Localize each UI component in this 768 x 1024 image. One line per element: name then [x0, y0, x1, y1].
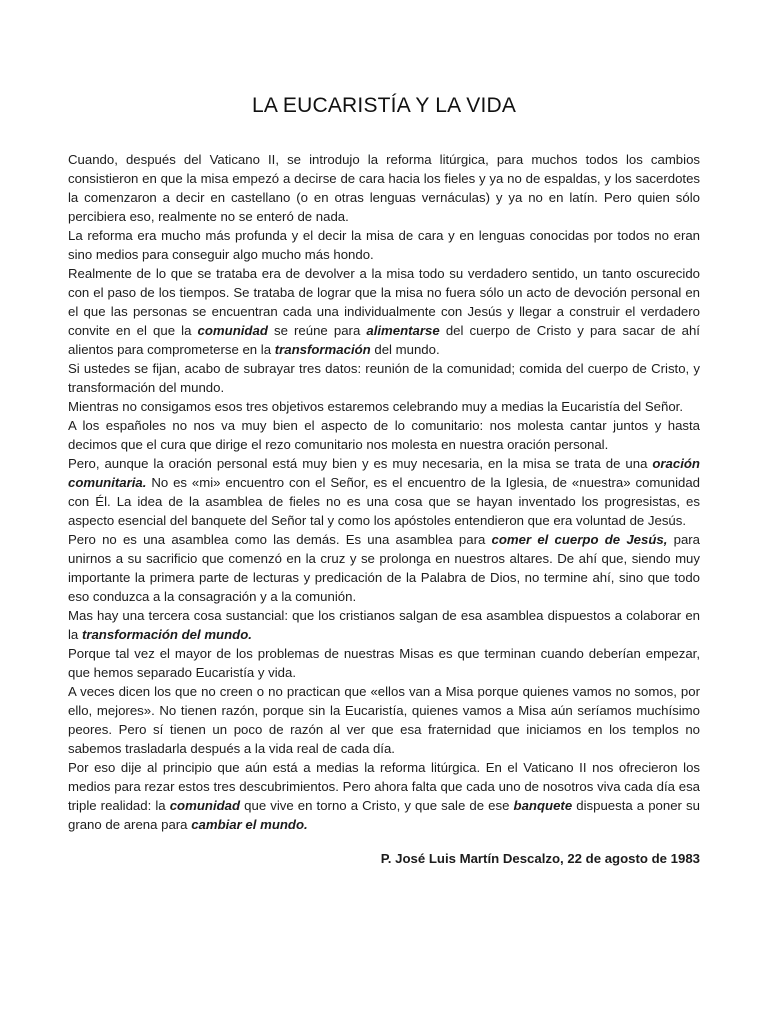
paragraph [68, 758, 700, 834]
paragraph-text: del mundo. [370, 342, 440, 357]
paragraph [68, 264, 700, 359]
paragraph-text: Pero, aunque la oración personal está muy bien y es muy necesaria, en la misa se trata de una [68, 456, 653, 471]
emphasized-text: transformación [274, 342, 371, 357]
emphasized-text: oración comunitaria. [68, 456, 700, 490]
paragraph [68, 150, 700, 226]
paragraph [68, 359, 700, 397]
author-signature: P. José Luis Martín Descalzo, 22 de agosto de 1983 [380, 851, 700, 866]
paragraph-text: Mas hay una tercera cosa sustancial: que los cristianos salgan de esa asamblea dispuestos a colaborar en la [68, 608, 700, 642]
emphasized-text: comunidad [169, 798, 241, 813]
paragraph [68, 226, 700, 264]
paragraph-text: Por eso dije al principio que aún está a medias la reforma litúrgica. En el Vaticano II nos ofrecieron los medios para rezar estos tres descubrimientos. Pero ahora falta que cada uno de nosotros viva cada día esa triple realidad: la [68, 760, 700, 813]
paragraph-text: Porque tal vez el mayor de los problemas de nuestras Misas es que terminan cuando deberían empezar, que hemos separado Eucaristía y vida. [68, 646, 700, 680]
paragraph [68, 682, 700, 758]
paragraph [68, 606, 700, 644]
paragraph-text: del cuerpo de Cristo y para sacar de ahí alientos para comprometerse en la [68, 323, 700, 357]
paragraph-text: La reforma era mucho más profunda y el decir la misa de cara y en lenguas conocidas por todos no eran sino medios para conseguir algo mucho más hondo. [68, 228, 700, 262]
emphasized-text: cambiar el mundo. [191, 817, 308, 832]
emphasized-text: transformación del mundo. [81, 627, 252, 642]
emphasized-text: banquete [513, 798, 573, 813]
paragraph-text: A veces dicen los que no creen o no practican que «ellos van a Misa porque quienes vamos no somos, por ello, mejores». No tienen razón, porque sin la Eucaristía, quienes vamos a Misa aún seríamos muchísimo peores. Pero sí tienen un poco de razón al ver que esa fraternidad que iniciamos en los templos no sabemos trasladarla después a la vida real de cada día. [68, 684, 700, 756]
paragraph-text: dispuesta a poner su grano de arena para [68, 798, 700, 832]
paragraph [68, 454, 700, 530]
paragraph [68, 530, 700, 606]
emphasized-text: comer el cuerpo de Jesús, [491, 532, 668, 547]
paragraph-text: Realmente de lo que se trataba era de devolver a la misa todo su verdadero sentido, un tanto oscurecido con el paso de los tiempos. Se trataba de lograr que la misa no fuera sólo un acto de devoción personal en el que las personas se encuentran cada una individualmente con Jesús y llegar a construir el verdadero convite en el que la [68, 266, 700, 338]
paragraph-text: para unirnos a su sacrificio que comenzó en la cruz y se prolonga en nuestros altares. De ahí que, siendo muy importante la primera parte de lecturas y predicación de la Palabra de Dios, no termine ahí, sino que todo eso conduzca a la consagración y a la comunión. [68, 532, 700, 604]
page-title: LA EUCARISTÍA Y LA VIDA [251, 94, 517, 117]
paragraph-text: que vive en torno a Cristo, y que sale de ese [240, 798, 514, 813]
paragraph-text: No es «mi» encuentro con el Señor, es el encuentro de la Iglesia, de «nuestra» comunidad con Él. La idea de la asamblea de fieles no es una cosa que se hayan inventado los progresistas, es aspecto esencial del banquete del Señor tal y como los apóstoles entendieron que era voluntad de Jesús. [68, 475, 700, 528]
paragraph-text: Si ustedes se fijan, acabo de subrayar tres datos: reunión de la comunidad; comida del cuerpo de Cristo, y transformación del mundo. [68, 361, 700, 395]
paragraph [68, 416, 700, 454]
paragraph-text: Pero no es una asamblea como las demás. Es una asamblea para [68, 532, 492, 547]
paragraph-text: A los españoles no nos va muy bien el aspecto de lo comunitario: nos molesta cantar juntos y hasta decimos que el cura que dirige el rezo comunitario nos molesta en nuestra oración personal. [68, 418, 700, 452]
paragraph-text: se reúne para [267, 323, 367, 338]
paragraph-text: Cuando, después del Vaticano II, se introdujo la reforma litúrgica, para muchos todos los cambios consistieron en que la misa empezó a decirse de cara hacia los fieles y ya no de espaldas, y los sacerdotes la comenzaron a decir en castellano (o en otras lenguas vernáculas) y ya no en latín. Pero quien sólo percibiera eso, realmente no se enteró de nada. [68, 152, 700, 224]
paragraph [68, 644, 700, 682]
emphasized-text: alimentarse [366, 323, 440, 338]
article-body [68, 150, 700, 834]
emphasized-text: comunidad [197, 323, 268, 338]
paragraph [68, 397, 700, 416]
paragraph-text: Mientras no consigamos esos tres objetivos estaremos celebrando muy a medias la Eucaristía del Señor. [68, 399, 683, 414]
